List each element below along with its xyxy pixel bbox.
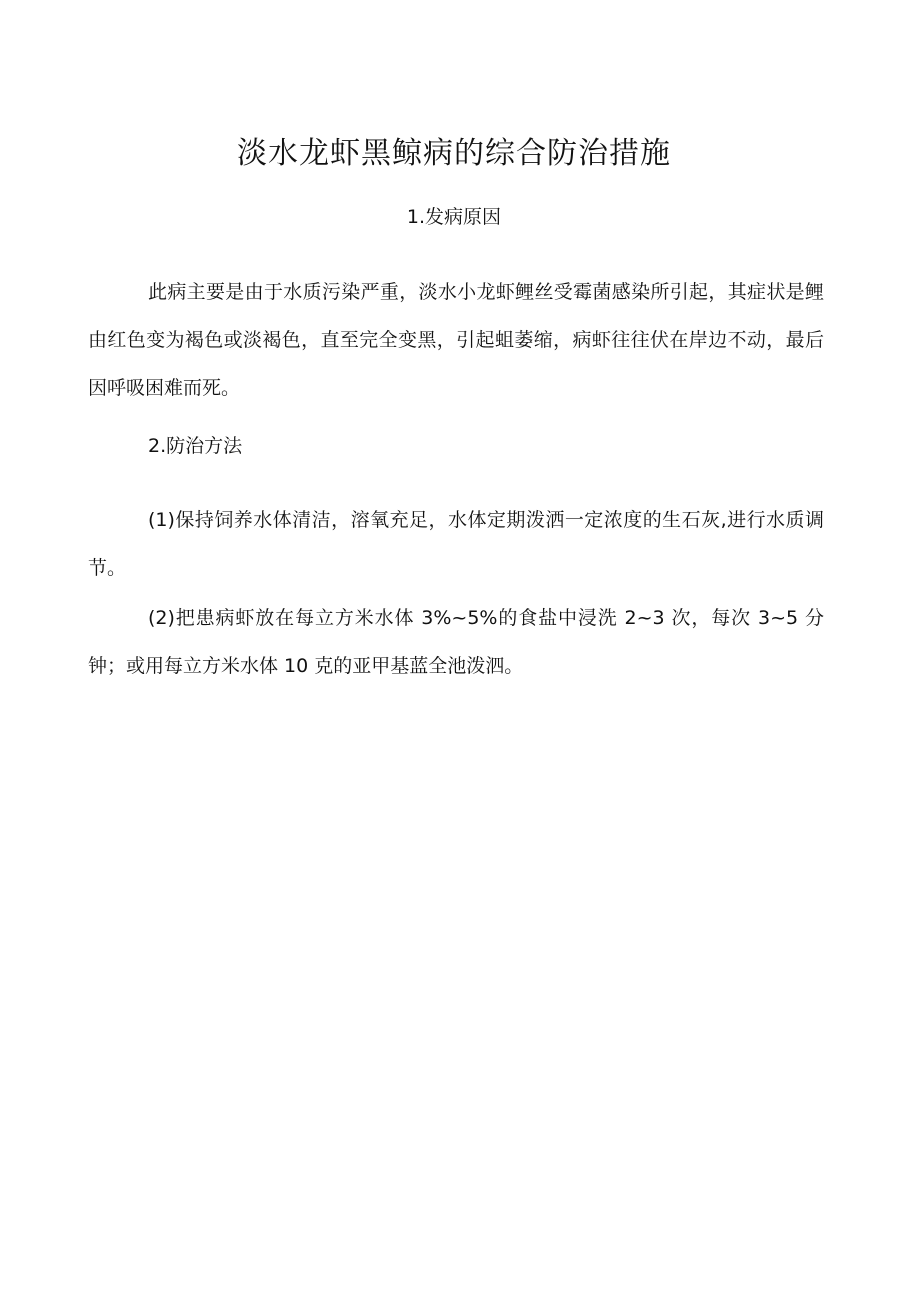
paragraph-cause: 此病主要是由于水质污染严重，淡水小龙虾鲤丝受霉菌感染所引起，其症状是鲤由红色变为褐色或淡褐色，直至完全变黑，引起蛆萎缩，病虾往往伏在岸边不动，最后因呼吸困难而死。 (88, 281, 824, 399)
paragraph-treatment-2: (2)把患病虾放在每立方米水体 3%~5%的食盐中浸洗 2~3 次，每次 3~5 分钟；或用每立方米水体 10 克的亚甲基蓝全池泼泗。 (88, 607, 824, 677)
page-title: 淡水龙虾黑鲸病的综合防治措施 (237, 136, 671, 171)
section-heading-treatment: 2.防治方法 (148, 435, 243, 457)
paragraph-treatment-1: (1)保持饲养水体清洁，溶氧充足，水体定期泼洒一定浓度的生石灰,进行水质调节。 (88, 509, 824, 579)
section-heading-cause: 1.发病原因 (406, 206, 502, 228)
